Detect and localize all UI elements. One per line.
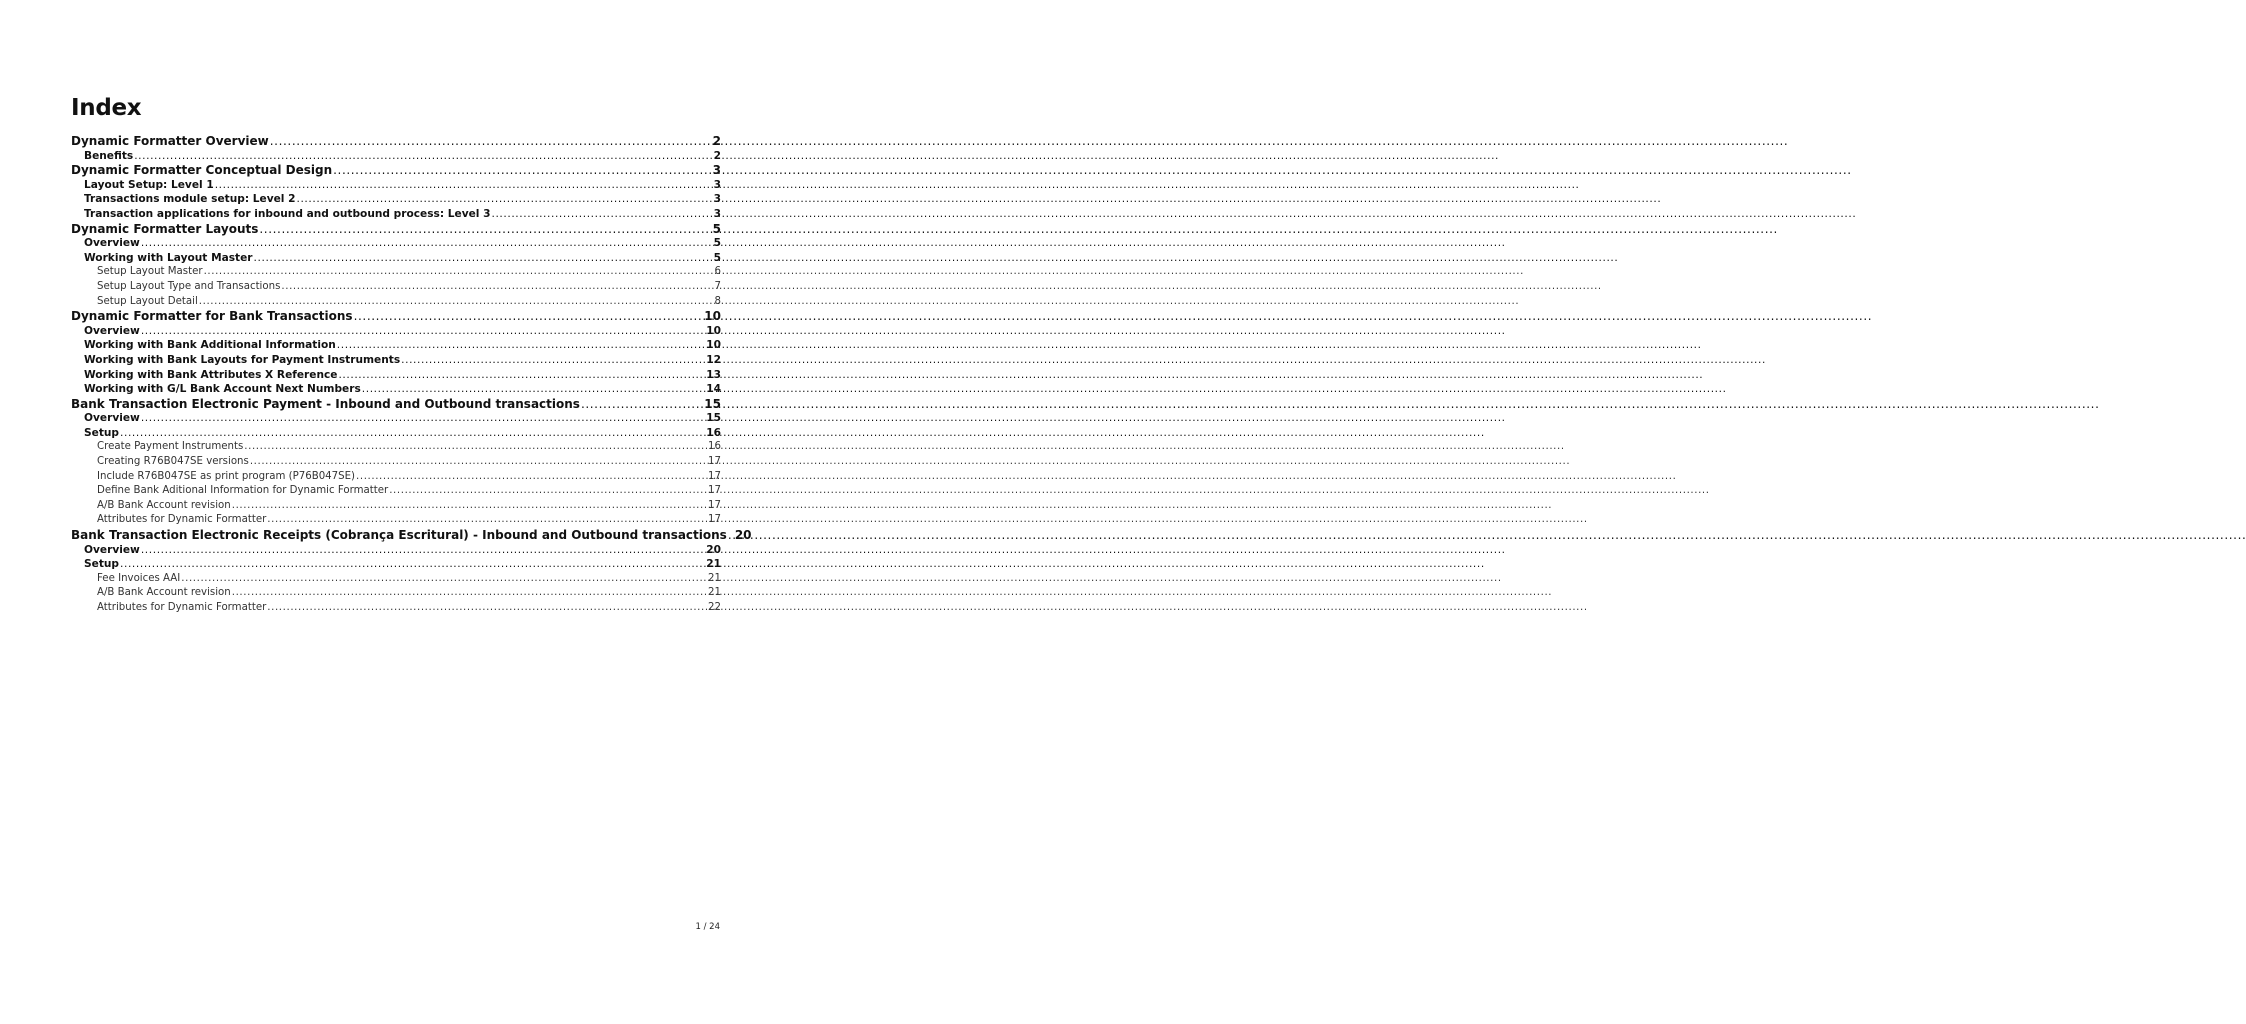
- toc-entry-title: Working with G/L Bank Account Next Numbers: [84, 383, 361, 396]
- toc-entry[interactable]: [71, 251, 721, 266]
- toc-entry[interactable]: [71, 280, 721, 295]
- toc-entry[interactable]: [71, 207, 721, 222]
- toc-entry[interactable]: [71, 338, 721, 353]
- toc-entry-page: 17: [708, 456, 721, 468]
- toc-entry[interactable]: [71, 382, 721, 397]
- toc-entry-page: 2: [713, 149, 721, 162]
- toc-entry-page: 7: [714, 280, 721, 292]
- toc-entry[interactable]: [71, 572, 721, 587]
- toc-entry-title: Attributes for Dynamic Formatter: [97, 514, 267, 526]
- toc-entry[interactable]: [71, 484, 721, 499]
- toc-leader-dots: [204, 265, 714, 280]
- toc-entry-page: 17: [708, 485, 721, 497]
- toc-entry-page: 5: [713, 251, 721, 264]
- toc-leader-dots: [581, 397, 703, 412]
- toc-leader-dots: [267, 513, 707, 528]
- page-title: Index: [71, 95, 142, 121]
- toc-leader-dots: [491, 207, 712, 222]
- toc-entry-title: Dynamic Formatter for Bank Transactions: [71, 309, 353, 324]
- toc-entry[interactable]: [71, 149, 721, 164]
- toc-entry[interactable]: [71, 513, 721, 528]
- toc-entry-title: Fee Invoices AAI: [97, 572, 181, 584]
- toc-entry[interactable]: [71, 178, 721, 193]
- toc-entry-page: 14: [706, 383, 721, 396]
- toc-entry-page: 8: [714, 295, 721, 307]
- toc-leader-dots: [141, 411, 705, 426]
- toc-entry-title: Transactions module setup: Level 2: [84, 193, 296, 206]
- toc-leader-dots: [281, 280, 713, 295]
- toc-leader-dots: [267, 601, 707, 616]
- toc-leader-dots: [356, 470, 707, 485]
- toc-entry-title: Working with Layout Master: [84, 251, 253, 264]
- toc-entry-title: Setup: [84, 426, 120, 439]
- document-page: [71, 94, 752, 616]
- toc-entry[interactable]: [71, 192, 721, 207]
- table-of-contents: [71, 134, 752, 616]
- toc-leader-dots: [232, 586, 707, 601]
- toc-entry-title: Creating R76B047SE versions: [97, 456, 249, 468]
- toc-entry-page: 16: [708, 441, 721, 453]
- toc-entry[interactable]: [71, 222, 721, 237]
- toc-leader-dots: [181, 572, 707, 587]
- toc-entry-title: Dynamic Formatter Layouts: [71, 221, 259, 236]
- toc-entry-page: 17: [708, 514, 721, 526]
- toc-entry[interactable]: [71, 528, 752, 543]
- toc-entry-title: Working with Bank Layouts for Payment Instruments: [84, 353, 401, 366]
- toc-entry-page: 16: [706, 426, 721, 439]
- toc-leader-dots: [333, 163, 712, 178]
- toc-leader-dots: [141, 543, 705, 558]
- toc-entry-page: 20: [706, 543, 721, 556]
- toc-entry-page: 5: [712, 221, 721, 236]
- toc-entry-title: Dynamic Formatter Conceptual Design: [71, 163, 333, 178]
- toc-entry-title: Working with Bank Additional Information: [84, 339, 336, 352]
- toc-entry-title: Include R76B047SE as print program (P76B047SE): [97, 470, 356, 482]
- toc-entry-title: Overview: [84, 543, 140, 556]
- toc-entry-title: Create Payment Instruments: [97, 441, 244, 453]
- toc-leader-dots: [254, 251, 713, 266]
- toc-leader-dots: [250, 455, 707, 470]
- toc-leader-dots: [337, 338, 705, 353]
- toc-leader-dots: [215, 178, 713, 193]
- toc-entry[interactable]: [71, 470, 721, 485]
- toc-entry-title: Dynamic Formatter Overview: [71, 134, 269, 148]
- toc-entry-page: 22: [708, 602, 721, 613]
- toc-entry-page: 17: [708, 499, 721, 511]
- toc-entry-page: 2: [712, 134, 721, 148]
- toc-leader-dots: [362, 382, 705, 397]
- toc-entry-title: Attributes for Dynamic Formatter: [97, 602, 267, 613]
- toc-entry[interactable]: [71, 411, 721, 426]
- toc-entry-title: Transaction applications for inbound and outbound process: Level 3: [84, 207, 491, 220]
- toc-entry[interactable]: [71, 586, 721, 601]
- toc-entry-title: Define Bank Aditional Information for Dynamic Formatter: [97, 485, 389, 497]
- toc-entry-page: 15: [706, 412, 721, 425]
- toc-entry[interactable]: [71, 295, 721, 310]
- toc-entry-page: 15: [704, 396, 721, 411]
- toc-leader-dots: [120, 557, 705, 572]
- toc-leader-dots: [401, 353, 705, 368]
- toc-entry[interactable]: [71, 499, 721, 514]
- toc-leader-dots: [270, 134, 712, 149]
- toc-entry-title: Bank Transaction Electronic Payment - Inbound and Outbound transactions: [71, 396, 580, 411]
- toc-entry-title: Overview: [84, 412, 140, 425]
- toc-leader-dots: [134, 149, 712, 164]
- toc-entry-page: 13: [706, 368, 721, 381]
- toc-entry-page: 10: [704, 309, 721, 324]
- toc-entry-page: 21: [708, 572, 721, 584]
- toc-entry-page: 21: [708, 587, 721, 599]
- toc-entry[interactable]: [71, 557, 721, 572]
- toc-entry[interactable]: [71, 440, 721, 455]
- toc-entry-title: Working with Bank Attributes X Reference: [84, 368, 338, 381]
- toc-entry-page: 10: [706, 324, 721, 337]
- toc-leader-dots: [199, 295, 714, 310]
- toc-leader-dots: [728, 528, 734, 543]
- toc-entry[interactable]: [71, 368, 721, 383]
- toc-leader-dots: [259, 222, 711, 237]
- toc-entry-page: 6: [714, 266, 721, 278]
- toc-entry-title: Setup Layout Master: [97, 266, 203, 278]
- toc-entry-title: Setup: [84, 558, 120, 571]
- toc-leader-dots: [354, 309, 704, 324]
- toc-entry[interactable]: [71, 601, 721, 616]
- toc-entry-title: Bank Transaction Electronic Receipts (Cobrança Escritural) - Inbound and Outbound transactions: [71, 528, 727, 543]
- toc-leader-dots: [232, 499, 707, 514]
- toc-leader-dots: [141, 324, 705, 339]
- toc-entry[interactable]: [71, 353, 721, 368]
- toc-entry-page: 17: [708, 470, 721, 482]
- toc-entry-title: Benefits: [84, 149, 134, 162]
- toc-entry-page: 3: [713, 207, 721, 220]
- toc-entry-page: 5: [713, 237, 721, 250]
- toc-entry-page: 10: [706, 339, 721, 352]
- toc-entry-title: Setup Layout Detail: [97, 295, 198, 307]
- toc-entry[interactable]: [71, 134, 721, 149]
- toc-entry[interactable]: [71, 455, 721, 470]
- toc-leader-dots: [120, 426, 705, 441]
- toc-entry-page: 12: [706, 353, 721, 366]
- toc-entry-title: Setup Layout Type and Transactions: [97, 280, 281, 292]
- toc-entry[interactable]: [71, 397, 721, 412]
- toc-entry[interactable]: [71, 426, 721, 441]
- toc-entry[interactable]: [71, 265, 721, 280]
- toc-entry-page: 3: [713, 178, 721, 191]
- toc-entry-title: Layout Setup: Level 1: [84, 178, 214, 191]
- toc-entry-page: 21: [706, 558, 721, 571]
- toc-entry-title: A/B Bank Account revision: [97, 499, 231, 511]
- toc-entry-title: Overview: [84, 237, 140, 250]
- toc-entry[interactable]: [71, 163, 721, 178]
- toc-entry[interactable]: [71, 543, 721, 558]
- toc-entry-page: 3: [713, 193, 721, 206]
- toc-entry[interactable]: [71, 324, 721, 339]
- toc-leader-dots: [389, 484, 707, 499]
- toc-leader-dots: [297, 192, 713, 207]
- toc-entry[interactable]: [71, 309, 721, 324]
- toc-leader-dots: [141, 236, 713, 251]
- toc-entry-title: A/B Bank Account revision: [97, 587, 231, 599]
- toc-entry-title: Overview: [84, 324, 140, 337]
- toc-leader-dots: [244, 440, 707, 455]
- toc-entry-page: 20: [734, 528, 752, 543]
- toc-entry[interactable]: [71, 236, 721, 251]
- page-number: 1 / 24: [695, 922, 720, 932]
- toc-leader-dots: [338, 368, 705, 383]
- toc-entry-page: 3: [712, 163, 721, 178]
